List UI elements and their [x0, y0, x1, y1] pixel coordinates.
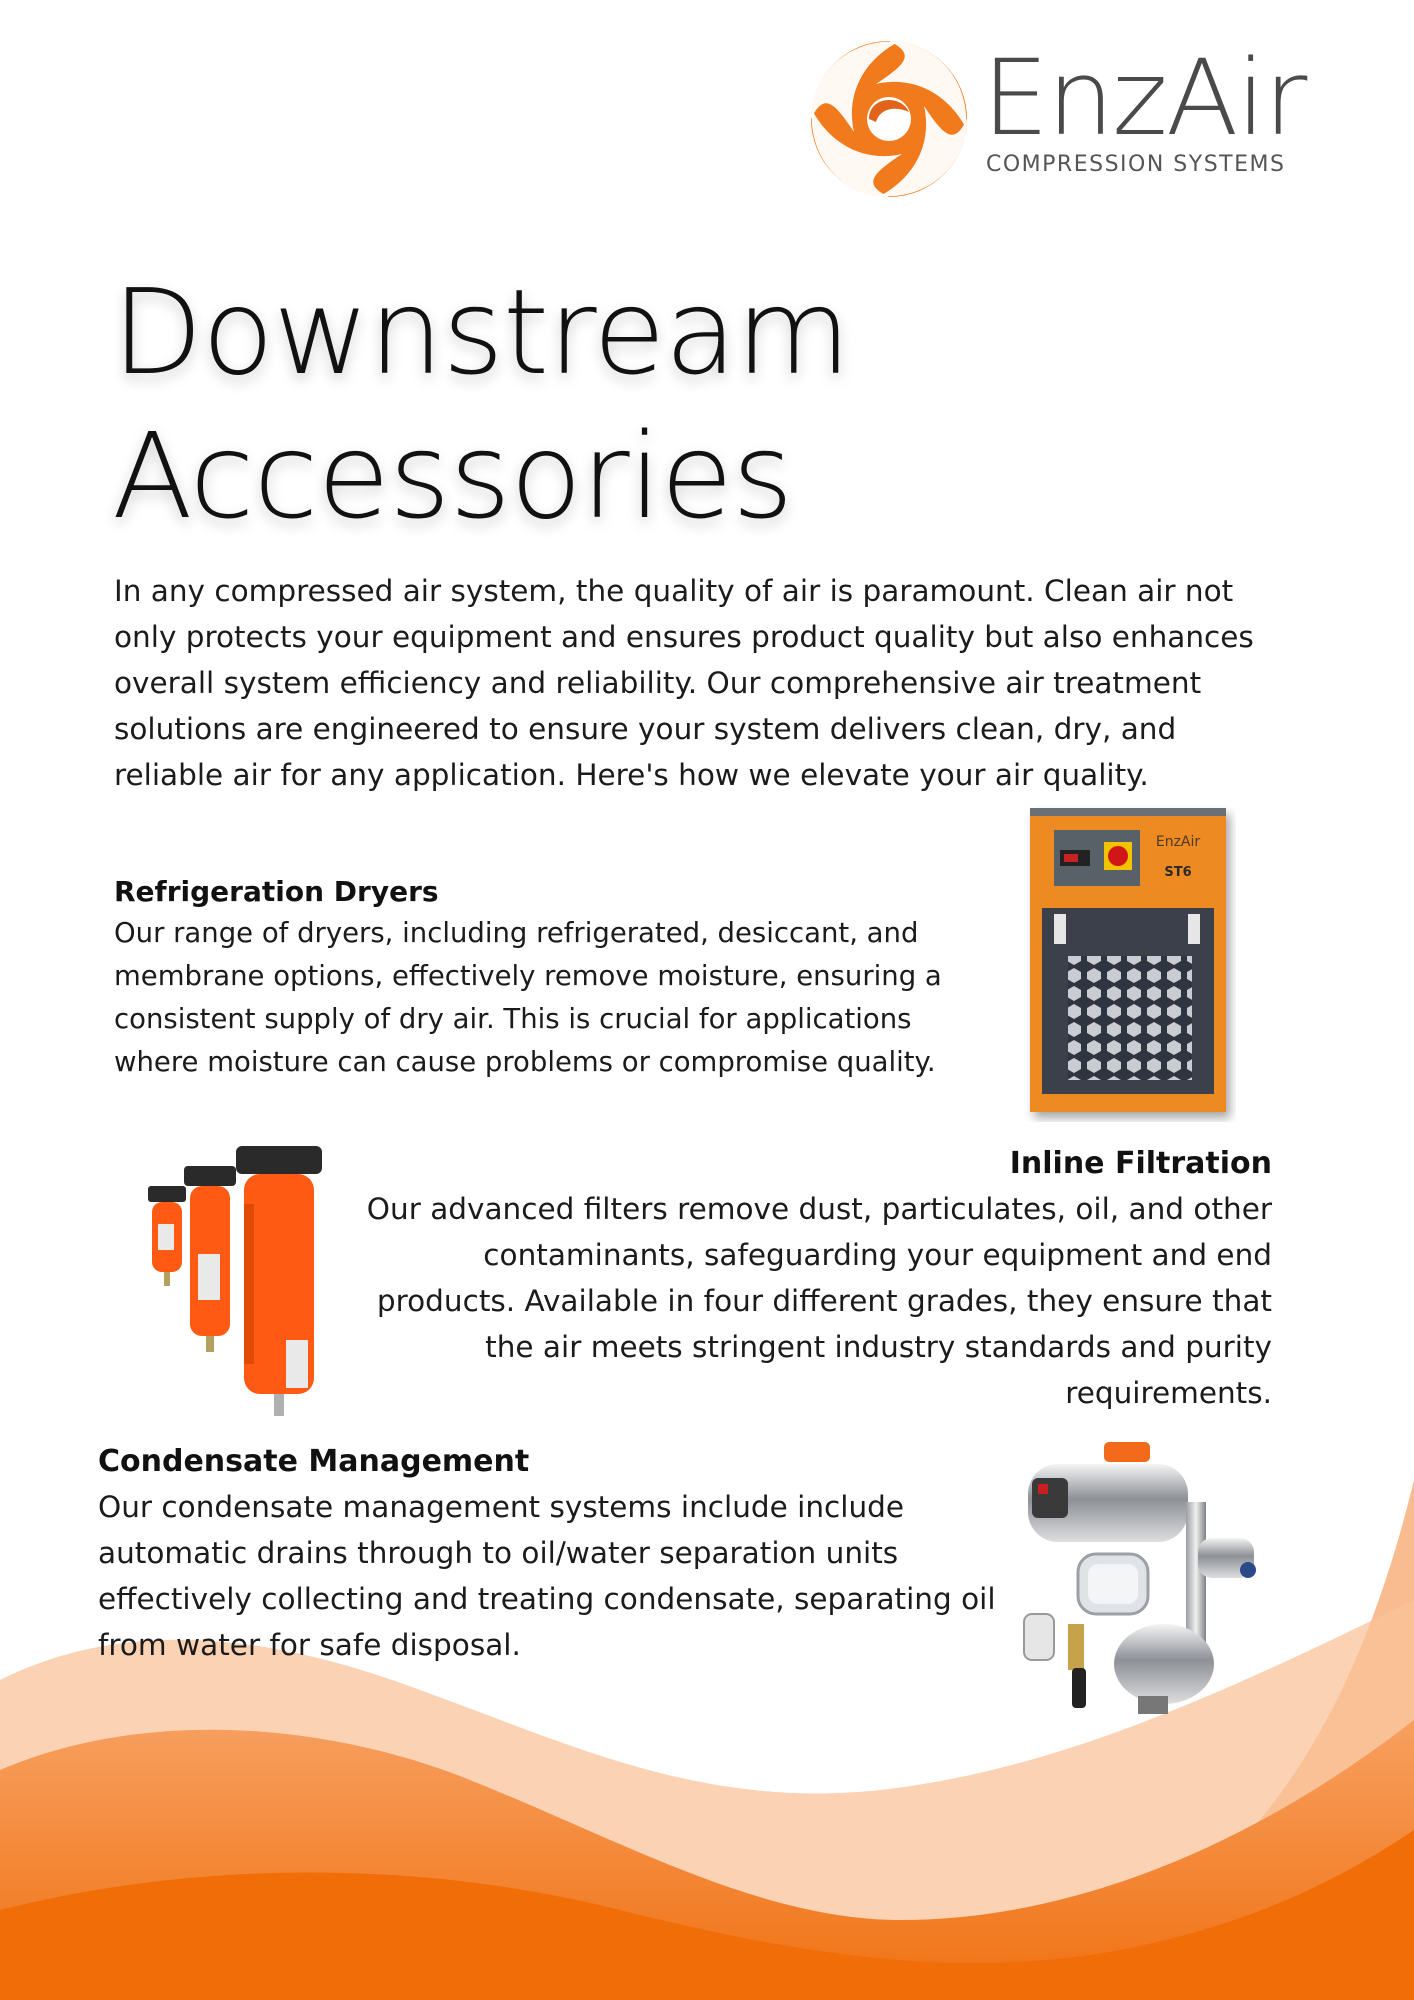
- section-heading: Inline Filtration: [1009, 1146, 1272, 1181]
- section-refrigeration-dryers: [114, 872, 994, 1084]
- page-title-line-2: Accessories: [112, 407, 793, 545]
- refrigeration-dryer-image: [1024, 804, 1236, 1122]
- swirl-logo-icon: [806, 36, 972, 202]
- intro-paragraph: In any compressed air system, the quality of air is paramount. Clean air not only protects your equipment and ensures product quality but also enhances overall system efficiency and reliability. Our comprehensive air treatment solutions are engineered to ensure your system delivers clean, dry, and reliable air for any application. Here's how we elevate your air quality.: [114, 574, 1254, 792]
- section-body: Our advanced filters remove dust, particulates, oil, and other contaminants, safeguarding your equipment and end products. Available in four different grades, they ensure that the air meets stringent industry standards and purity requirements.: [366, 1192, 1272, 1410]
- condensate-drains-image: [1018, 1442, 1266, 1722]
- section-heading: Condensate Management: [98, 1444, 530, 1479]
- brand-tagline: COMPRESSION SYSTEMS: [986, 152, 1286, 177]
- page-title-line-1: Downstream: [112, 263, 850, 401]
- section-inline-filtration: [340, 1142, 1272, 1416]
- section-body: Our range of dryers, including refrigerated, desiccant, and membrane options, effectively remove moisture, ensuring a consistent supply of dry air. This is crucial for applications where moisture can cause problems or compromise quality.: [114, 917, 942, 1078]
- section-body: Our condensate management systems include include automatic drains through to oil/water separation units effectively collecting and treating condensate, separating oil from water for safe disposal.: [98, 1490, 996, 1662]
- dryer-model-label: ST6: [1164, 865, 1192, 880]
- inline-filters-image: [140, 1144, 340, 1424]
- section-condensate-management: [98, 1440, 998, 1668]
- section-heading: Refrigeration Dryers: [114, 875, 439, 908]
- enzair-logo: [806, 36, 1356, 206]
- page-title: [112, 260, 1012, 548]
- dryer-brand-label: EnzAir: [1155, 834, 1201, 850]
- brand-wordmark: EnzAir: [982, 37, 1306, 159]
